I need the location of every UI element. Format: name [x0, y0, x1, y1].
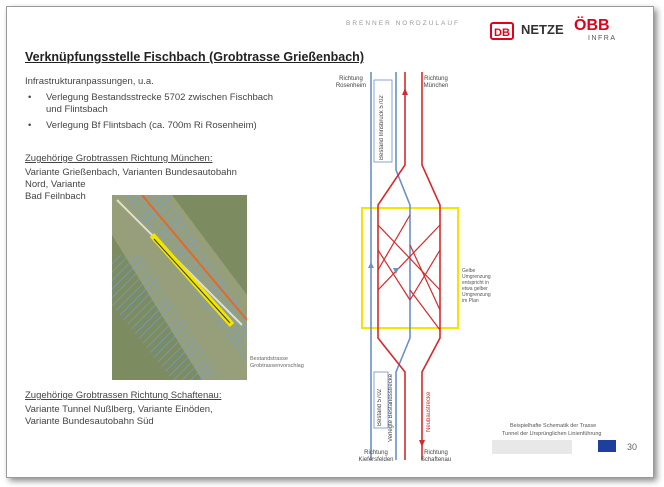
label-existing-innsbruck: Bestand Innsbruck 5702 — [379, 95, 385, 160]
bullet-1-line1: Verlegung Bestandsstrecke 5702 zwischen Fischbach — [46, 92, 274, 103]
slide-title: Verknüpfungsstelle Fischbach (Grobtrasse Grießenbach) — [25, 50, 364, 64]
dir-schaftenau: Richtung Schaftenau — [420, 450, 452, 463]
crossover — [410, 245, 440, 310]
schaftenau-line2: Variante Bundesautobahn Süd — [25, 416, 154, 427]
label-new-line: Neubaustrecke — [426, 391, 432, 432]
eu-flag-icon — [598, 440, 616, 452]
muenchen-heading: Zugehörige Grobtrassen Richtung München: — [25, 153, 213, 164]
footer-line2: Tunnel der Ursprünglichen Linienführung — [502, 431, 602, 437]
dir-rosenheim: Richtung Rosenheim — [335, 76, 367, 89]
direction-arrow-icon — [402, 88, 408, 95]
infra-logo: INFRA — [588, 35, 617, 42]
crossover — [410, 290, 440, 330]
page-number: 30 — [627, 442, 638, 452]
label-existing-5702: Bestand 5702 — [377, 388, 383, 426]
footer-line1: Beispielhafte Schematik der Trasse — [510, 423, 597, 429]
muenchen-line3: Bad Feilnbach — [25, 191, 86, 202]
crossover — [378, 250, 410, 300]
crossover — [410, 250, 440, 300]
muenchen-line2: Nord, Variante — [25, 179, 86, 190]
direction-arrow-icon — [419, 440, 425, 447]
muenchen-line1: Variante Grießenbach, Varianten Bundesautobahn — [25, 167, 237, 178]
label-relocated-line: Verlegte Bestandsstrecke — [388, 373, 394, 442]
funding-logos — [492, 440, 572, 454]
yellow-boundary-note: Gelbe Umgrenzung entspricht in etwa gelber Umgrenzung im Plan — [462, 268, 491, 304]
project-name: BRENNER NORDZULAUF — [346, 20, 461, 27]
blue-track-right — [396, 72, 410, 460]
infra-heading: Infrastrukturanpassungen, u.a. — [25, 76, 154, 87]
schaftenau-line1: Variante Tunnel Nußlberg, Variante Einöden, — [25, 404, 213, 415]
bullet-marker: • — [28, 92, 32, 103]
obb-logo: ÖBB — [574, 17, 610, 34]
schaftenau-heading: Zugehörige Grobtrassen Richtung Schaftenau: — [25, 390, 222, 401]
bullet-marker: • — [28, 120, 32, 131]
legend-proposal: Grobtrassenvorschlag — [250, 363, 304, 369]
dir-muenchen: Richtung München — [423, 76, 449, 89]
direction-arrow-icon — [368, 262, 374, 268]
bullet-1-line2: und Flintsbach — [46, 104, 108, 115]
netze-logo: NETZE — [521, 22, 564, 37]
dir-kiefersfelden: Richtung Kiefersfelden — [358, 450, 394, 463]
db-logo: DB — [490, 22, 514, 40]
bullet-2-line1: Verlegung Bf Flintsbach (ca. 700m Ri Rosenheim) — [46, 120, 257, 131]
legend-existing: Bestandstrasse — [250, 356, 288, 362]
